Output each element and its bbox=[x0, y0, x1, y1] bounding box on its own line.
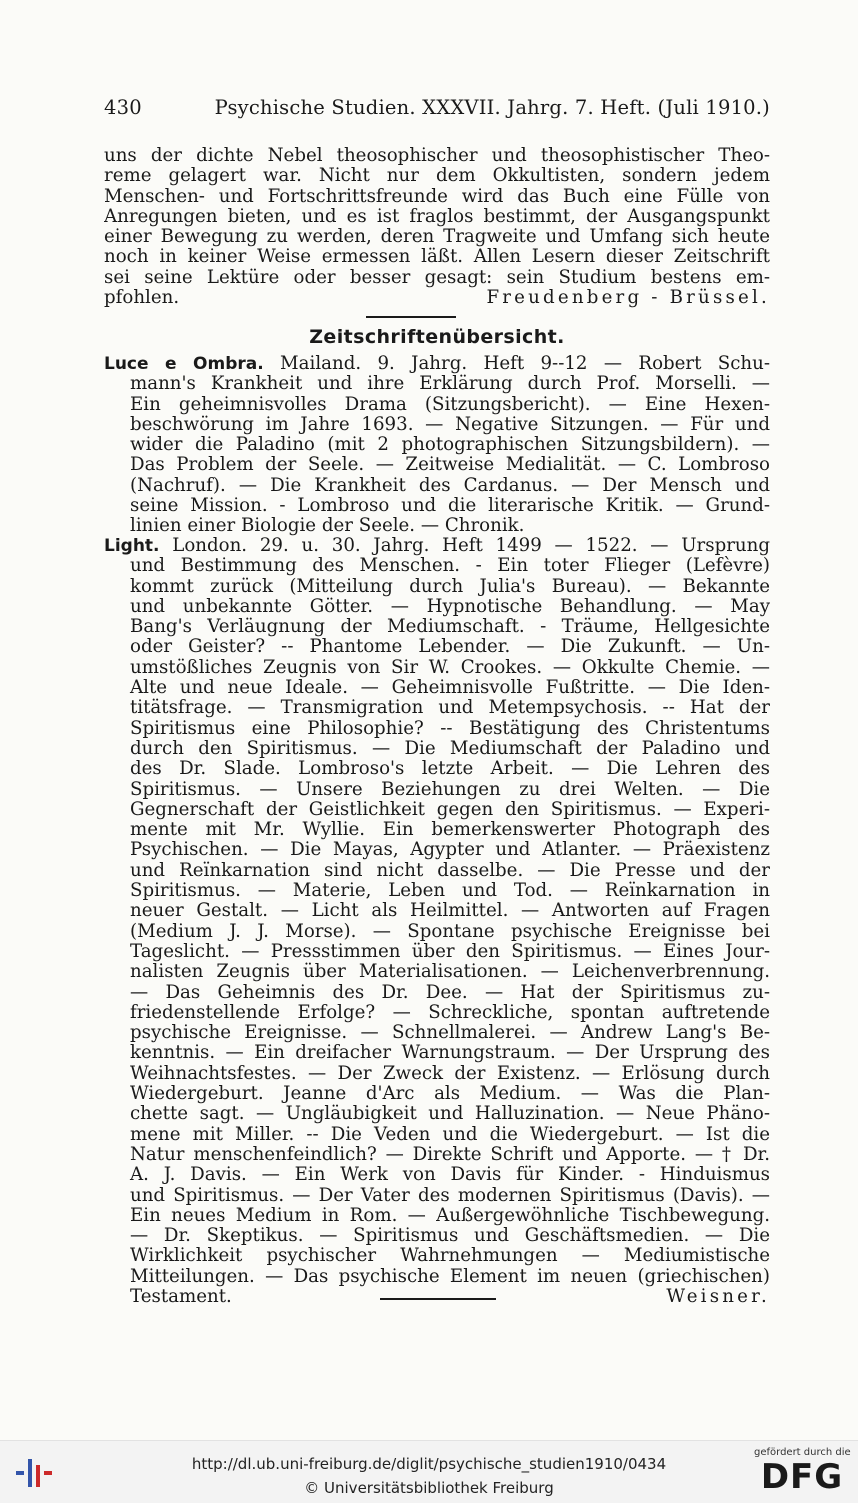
text-line: A. J. Davis. — Ein Werk von Davis für Kinder. - Hinduismus bbox=[130, 1165, 770, 1186]
running-title: Psychische Studien. XXXVII. Jahrg. 7. Heft. (Juli 1910.) bbox=[214, 96, 770, 119]
text-line: neuer Gestalt. — Licht als Heilmittel. — Antworten auf Fragen bbox=[130, 901, 770, 922]
section-heading: Zeitschriftenübersicht. bbox=[309, 326, 565, 348]
text-line: (Medium J. J. Morse). — Spontane psychische Ereignisse bei bbox=[130, 921, 770, 942]
copyright-notice: © Universitätsbibliothek Freiburg bbox=[304, 1479, 554, 1497]
funder-badge[interactable] bbox=[754, 1447, 850, 1499]
text-line: beschwörung im Jahre 1693. — Negative Sitzungen. — Für und bbox=[130, 414, 770, 435]
text-line: Spiritismus eine Philosophie? -- Bestätigung des Christentums bbox=[130, 718, 770, 739]
text-line: und Reïnkarnation sind nicht dasselbe. — Die Presse und der bbox=[130, 860, 770, 881]
journal-name: Light. bbox=[104, 536, 160, 556]
text-line: mente mit Mr. Wyllie. Ein bemerkenswerter Photograph des bbox=[130, 820, 770, 841]
text-line: oder Geister? -- Phantome Lebender. — Die Zukunft. — Un- bbox=[130, 637, 770, 658]
text-line: und Bestimmung des Menschen. - Ein toter Flieger (Lefèvre) bbox=[130, 556, 770, 577]
text-line: Psychischen. — Die Mayas, Ägypter und Atlanter. — Präexistenz bbox=[130, 840, 770, 861]
text-line: Weihnachtsfestes. — Der Zweck der Existenz. — Erlösung durch bbox=[130, 1063, 770, 1084]
text-line: Wirklichkeit psychischer Wahrnehmungen — Mediumistische bbox=[130, 1246, 770, 1267]
journal-name: Luce e Ombra. bbox=[104, 354, 264, 374]
text-line: uns der dichte Nebel theosophischer und theosophistischer Theo- bbox=[104, 146, 770, 166]
text-span: London. 29. u. 30. Jahrg. Heft 1499 — 1522. — Ursprung bbox=[172, 536, 770, 556]
text-line: — Dr. Skeptikus. — Spiritismus und Geschäftsmedien. — Die bbox=[130, 1226, 770, 1247]
text-line: Tageslicht. — Pressstimmen über den Spiritismus. — Eines Jour- bbox=[130, 941, 770, 962]
text-line: sei seine Lektüre oder besser gesagt: sein Studium bestens em- bbox=[104, 267, 770, 288]
running-header bbox=[104, 96, 770, 119]
text-line bbox=[104, 354, 770, 374]
text-line: (Nachruf). — Die Krankheit des Cardanus. — Der Mensch und bbox=[130, 475, 770, 496]
text-line: Das Problem der Seele. — Zeitweise Medialität. — C. Lombroso bbox=[130, 455, 770, 476]
text-span: Mailand. 9. Jahrg. Heft 9--12 — Robert Schu- bbox=[280, 354, 770, 374]
text-line: des Dr. Slade. Lombroso's letzte Arbeit. — Die Lehren des bbox=[130, 759, 770, 780]
text-line: nalisten Zeugnis über Materialisationen. — Leichenverbrennung. bbox=[130, 962, 770, 983]
funder-caption: gefördert durch die bbox=[754, 1447, 851, 1458]
dfg-logo: DFG bbox=[760, 1457, 844, 1497]
text-line: psychische Ereignisse. — Schnellmalerei. — Andrew Lang's Be- bbox=[130, 1023, 770, 1044]
text-line: Bang's Verläugnung der Mediumschaft. - Träume, Hellgesichte bbox=[130, 617, 770, 638]
text-line bbox=[104, 536, 770, 556]
page-number: 430 bbox=[104, 96, 142, 119]
permalink-url[interactable]: http://dl.ub.uni-freiburg.de/diglit/psychische_studien1910/0434 bbox=[191, 1455, 667, 1473]
text-line: und unbekannte Götter. — Hypnotische Behandlung. — May bbox=[130, 596, 770, 617]
separator-rule bbox=[380, 1298, 496, 1300]
text-line: und Spiritismus. — Der Vater des modernen Spiritismus (Davis). — bbox=[130, 1185, 770, 1206]
text-line: chette sagt. — Ungläubigkeit und Halluzination. — Neue Phäno- bbox=[130, 1104, 770, 1125]
text-line: kenntnis. — Ein dreifacher Warnungstraum. — Der Ursprung des bbox=[130, 1043, 770, 1064]
text-line: Spiritismus. — Materie, Leben und Tod. — Reïnkarnation in bbox=[130, 881, 770, 902]
text-line: Ein neues Medium in Rom. — Außergewöhnliche Tischbewegung. bbox=[130, 1205, 770, 1226]
text-line: Gegnerschaft der Geistlichkeit gegen den Spiritismus. — Experi- bbox=[130, 799, 770, 820]
viewer-footer bbox=[0, 1440, 858, 1503]
text-line: seine Mission. - Lombroso und die literarische Kritik. — Grund- bbox=[130, 496, 770, 517]
text-line: Ein geheimnisvolles Drama (Sitzungsbericht). — Eine Hexen- bbox=[130, 394, 770, 415]
last-line-text: Testament. bbox=[130, 1286, 232, 1307]
review-light bbox=[104, 536, 770, 1307]
author-signature: Freudenberg - Brüssel. bbox=[486, 288, 770, 309]
text-line: Mitteilungen. — Das psychische Element im neuen (griechischen) bbox=[130, 1266, 770, 1287]
author-signature: Weisner. bbox=[666, 1286, 770, 1307]
text-line: kommt zurück (Mitteilung durch Julia's Bureau). — Bekannte bbox=[130, 576, 770, 597]
text-line: reme gelagert war. Nicht nur dem Okkultisten, sondern jedem bbox=[104, 166, 770, 187]
text-line: wider die Paladino (mit 2 photographischen Sitzungsbildern). — bbox=[130, 435, 770, 456]
text-line: Menschen- und Fortschrittsfreunde wird das Buch eine Fülle von bbox=[104, 186, 770, 207]
text-line: titätsfrage. — Transmigration und Metempsychosis. -- Hat der bbox=[130, 698, 770, 719]
separator-rule bbox=[366, 316, 456, 318]
text-line: friedenstellende Erfolge? — Schreckliche, spontan auftretende bbox=[130, 1002, 770, 1023]
text-line: — Das Geheimnis des Dr. Dee. — Hat der Spiritismus zu- bbox=[130, 982, 770, 1003]
text-line: linien einer Biologie der Seele. — Chronik. bbox=[130, 516, 525, 537]
text-line: mene mit Miller. -- Die Veden und die Wiedergeburt. — Ist die bbox=[130, 1124, 770, 1145]
last-line-text: pfohlen. bbox=[104, 288, 180, 309]
text-line: Alte und neue Ideale. — Geheimnisvolle Fußtritte. — Die Iden- bbox=[130, 678, 770, 699]
text-line: einer Bewegung zu werden, deren Tragweite und Umfang sich heute bbox=[104, 227, 770, 248]
text-line bbox=[104, 288, 770, 308]
text-line: mann's Krankheit und ihre Erklärung durch Prof. Morselli. — bbox=[130, 374, 770, 395]
text-line: Anregungen bieten, und es ist fraglos bestimmt, der Ausgangspunkt bbox=[104, 206, 770, 227]
text-line: umstößliches Zeugnis von Sir W. Crookes. — Okkulte Chemie. — bbox=[130, 657, 770, 678]
text-line: Natur menschenfeindlich? — Direkte Schrift und Apporte. — † Dr. bbox=[130, 1144, 770, 1165]
text-line: durch den Spiritismus. — Die Mediumschaft der Paladino und bbox=[130, 738, 770, 759]
text-line: noch in keiner Weise ermessen läßt. Allen Lesern dieser Zeitschrift bbox=[104, 247, 770, 268]
text-line: Wiedergeburt. Jeanne d'Arc als Medium. — Was die Plan- bbox=[130, 1084, 770, 1105]
text-line: Spiritismus. — Unsere Beziehungen zu drei Welten. — Die bbox=[130, 779, 770, 800]
review-luce-e-ombra bbox=[104, 354, 770, 537]
intro-paragraph bbox=[104, 146, 770, 308]
